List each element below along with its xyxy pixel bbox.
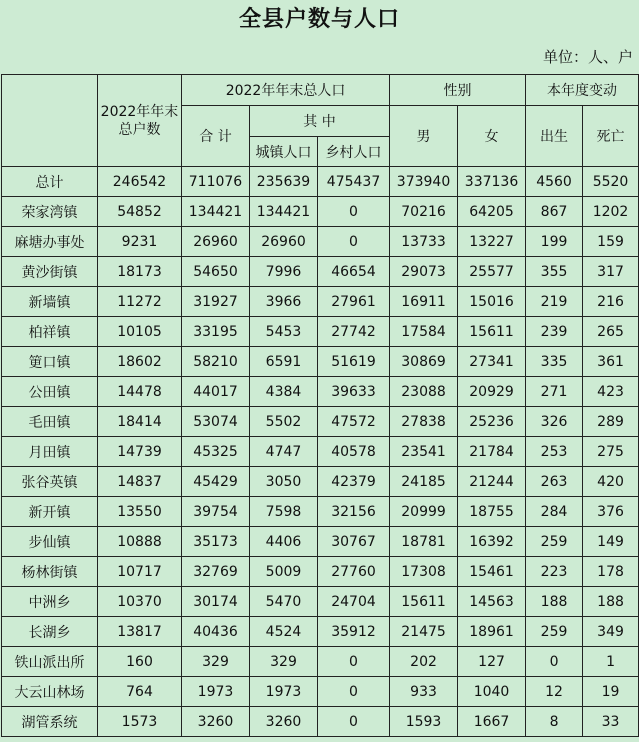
cell-births[interactable]: 271 <box>526 377 583 407</box>
cell-urban[interactable]: 3966 <box>250 287 318 317</box>
cell-rural[interactable]: 51619 <box>318 347 390 377</box>
cell-female[interactable]: 25577 <box>458 257 526 287</box>
cell-female[interactable]: 18961 <box>458 617 526 647</box>
cell-households[interactable]: 54852 <box>98 197 182 227</box>
cell-births[interactable]: 0 <box>526 647 583 677</box>
cell-name[interactable]: 月田镇 <box>2 437 98 467</box>
header-gender: 性别 <box>390 75 526 106</box>
cell-deaths[interactable]: 289 <box>583 407 639 437</box>
cell-rural[interactable]: 0 <box>318 647 390 677</box>
table-row <box>2 347 639 377</box>
cell-name[interactable]: 黄沙街镇 <box>2 257 98 287</box>
cell-births[interactable]: 223 <box>526 557 583 587</box>
page-title: 全县户数与人口 <box>238 7 400 32</box>
cell-name[interactable]: 麻塘办事处 <box>2 227 98 257</box>
cell-deaths[interactable]: 149 <box>583 527 639 557</box>
table-row <box>2 527 639 557</box>
cell-female[interactable]: 21784 <box>458 437 526 467</box>
cell-female[interactable]: 21244 <box>458 467 526 497</box>
cell-male[interactable]: 24185 <box>390 467 458 497</box>
header-corner <box>2 75 98 167</box>
cell-rural[interactable]: 0 <box>318 707 390 737</box>
cell-households[interactable]: 18602 <box>98 347 182 377</box>
cell-female[interactable]: 15461 <box>458 557 526 587</box>
cell-urban[interactable]: 4406 <box>250 527 318 557</box>
table-row <box>2 287 639 317</box>
table-row <box>2 437 639 467</box>
cell-deaths[interactable]: 5520 <box>583 167 639 197</box>
cell-deaths[interactable]: 188 <box>583 587 639 617</box>
cell-rural[interactable]: 27760 <box>318 557 390 587</box>
header-population: 2022年年末总人口 <box>182 75 390 106</box>
cell-urban[interactable]: 5502 <box>250 407 318 437</box>
cell-male[interactable]: 29073 <box>390 257 458 287</box>
cell-households[interactable]: 14837 <box>98 467 182 497</box>
cell-male[interactable]: 18781 <box>390 527 458 557</box>
cell-deaths[interactable]: 376 <box>583 497 639 527</box>
cell-urban[interactable]: 5453 <box>250 317 318 347</box>
cell-male[interactable]: 933 <box>390 677 458 707</box>
cell-births[interactable]: 284 <box>526 497 583 527</box>
cell-rural[interactable]: 24704 <box>318 587 390 617</box>
cell-male[interactable]: 202 <box>390 647 458 677</box>
cell-female[interactable]: 337136 <box>458 167 526 197</box>
cell-total[interactable]: 58210 <box>182 347 250 377</box>
cell-households[interactable]: 13817 <box>98 617 182 647</box>
cell-rural[interactable]: 32156 <box>318 497 390 527</box>
cell-deaths[interactable]: 317 <box>583 257 639 287</box>
cell-total[interactable]: 32769 <box>182 557 250 587</box>
cell-male[interactable]: 70216 <box>390 197 458 227</box>
cell-urban[interactable]: 329 <box>250 647 318 677</box>
cell-households[interactable]: 9231 <box>98 227 182 257</box>
cell-female[interactable]: 15016 <box>458 287 526 317</box>
cell-deaths[interactable]: 423 <box>583 377 639 407</box>
cell-name[interactable]: 中洲乡 <box>2 587 98 617</box>
table-row <box>2 707 639 737</box>
cell-rural[interactable]: 475437 <box>318 167 390 197</box>
cell-total[interactable]: 3260 <box>182 707 250 737</box>
cell-total[interactable]: 54650 <box>182 257 250 287</box>
table-row <box>2 497 639 527</box>
table-row <box>2 197 639 227</box>
cell-name[interactable]: 总计 <box>2 167 98 197</box>
cell-male[interactable]: 17308 <box>390 557 458 587</box>
cell-households[interactable]: 10370 <box>98 587 182 617</box>
cell-households[interactable]: 764 <box>98 677 182 707</box>
cell-households[interactable]: 246542 <box>98 167 182 197</box>
cell-female[interactable]: 1667 <box>458 707 526 737</box>
cell-male[interactable]: 373940 <box>390 167 458 197</box>
table-row <box>2 257 639 287</box>
cell-urban[interactable]: 1973 <box>250 677 318 707</box>
cell-female[interactable]: 127 <box>458 647 526 677</box>
cell-births[interactable]: 8 <box>526 707 583 737</box>
cell-households[interactable]: 10888 <box>98 527 182 557</box>
cell-urban[interactable]: 7598 <box>250 497 318 527</box>
cell-deaths[interactable]: 159 <box>583 227 639 257</box>
cell-births[interactable]: 253 <box>526 437 583 467</box>
cell-name[interactable]: 长湖乡 <box>2 617 98 647</box>
cell-name[interactable]: 毛田镇 <box>2 407 98 437</box>
cell-male[interactable]: 13733 <box>390 227 458 257</box>
cell-male[interactable]: 1593 <box>390 707 458 737</box>
cell-rural[interactable]: 30767 <box>318 527 390 557</box>
cell-urban[interactable]: 3050 <box>250 467 318 497</box>
cell-households[interactable]: 1573 <box>98 707 182 737</box>
cell-rural[interactable]: 0 <box>318 227 390 257</box>
header-change: 本年度变动 <box>526 75 639 106</box>
cell-households[interactable]: 14739 <box>98 437 182 467</box>
cell-total[interactable]: 44017 <box>182 377 250 407</box>
cell-births[interactable]: 199 <box>526 227 583 257</box>
cell-male[interactable]: 20999 <box>390 497 458 527</box>
cell-total[interactable]: 1973 <box>182 677 250 707</box>
cell-births[interactable]: 326 <box>526 407 583 437</box>
cell-deaths[interactable]: 33 <box>583 707 639 737</box>
cell-male[interactable]: 27838 <box>390 407 458 437</box>
cell-deaths[interactable]: 216 <box>583 287 639 317</box>
cell-female[interactable]: 15611 <box>458 317 526 347</box>
cell-rural[interactable]: 27742 <box>318 317 390 347</box>
cell-female[interactable]: 14563 <box>458 587 526 617</box>
table-row <box>2 587 639 617</box>
cell-female[interactable]: 18755 <box>458 497 526 527</box>
cell-total[interactable]: 45429 <box>182 467 250 497</box>
header-urban: 城镇人口 <box>250 137 318 167</box>
header-rural: 乡村人口 <box>318 137 390 167</box>
table-row <box>2 377 639 407</box>
cell-name[interactable]: 步仙镇 <box>2 527 98 557</box>
cell-name[interactable]: 荣家湾镇 <box>2 197 98 227</box>
cell-rural[interactable]: 0 <box>318 197 390 227</box>
cell-births[interactable]: 867 <box>526 197 583 227</box>
cell-births[interactable]: 259 <box>526 527 583 557</box>
cell-male[interactable]: 15611 <box>390 587 458 617</box>
cell-births[interactable]: 335 <box>526 347 583 377</box>
header-total: 合 计 <box>182 106 250 167</box>
cell-urban[interactable]: 134421 <box>250 197 318 227</box>
cell-male[interactable]: 30869 <box>390 347 458 377</box>
cell-births[interactable]: 259 <box>526 617 583 647</box>
cell-rural[interactable]: 0 <box>318 677 390 707</box>
table-row <box>2 557 639 587</box>
cell-rural[interactable]: 42379 <box>318 467 390 497</box>
cell-name[interactable]: 张谷英镇 <box>2 467 98 497</box>
cell-deaths[interactable]: 361 <box>583 347 639 377</box>
cell-name[interactable]: 柏祥镇 <box>2 317 98 347</box>
table-row <box>2 167 639 197</box>
cell-households[interactable]: 11272 <box>98 287 182 317</box>
cell-deaths[interactable]: 19 <box>583 677 639 707</box>
cell-male[interactable]: 23088 <box>390 377 458 407</box>
cell-births[interactable]: 239 <box>526 317 583 347</box>
cell-total[interactable]: 31927 <box>182 287 250 317</box>
header-households: 2022年年末总户数 <box>98 75 182 167</box>
cell-urban[interactable]: 6591 <box>250 347 318 377</box>
cell-female[interactable]: 27341 <box>458 347 526 377</box>
table-row <box>2 317 639 347</box>
cell-total[interactable]: 30174 <box>182 587 250 617</box>
cell-female[interactable]: 16392 <box>458 527 526 557</box>
cell-rural[interactable]: 27961 <box>318 287 390 317</box>
table-row <box>2 677 639 707</box>
table-row <box>2 647 639 677</box>
cell-births[interactable]: 355 <box>526 257 583 287</box>
cell-births[interactable]: 12 <box>526 677 583 707</box>
header-deaths: 死亡 <box>583 106 639 167</box>
cell-name[interactable]: 新墙镇 <box>2 287 98 317</box>
cell-deaths[interactable]: 178 <box>583 557 639 587</box>
cell-urban[interactable]: 235639 <box>250 167 318 197</box>
cell-rural[interactable]: 46654 <box>318 257 390 287</box>
population-table <box>1 74 639 737</box>
cell-deaths[interactable]: 349 <box>583 617 639 647</box>
table-row <box>2 227 639 257</box>
cell-male[interactable]: 21475 <box>390 617 458 647</box>
cell-households[interactable]: 14478 <box>98 377 182 407</box>
cell-name[interactable]: 湖管系统 <box>2 707 98 737</box>
cell-total[interactable]: 711076 <box>182 167 250 197</box>
cell-rural[interactable]: 35912 <box>318 617 390 647</box>
cell-name[interactable]: 铁山派出所 <box>2 647 98 677</box>
cell-births[interactable]: 188 <box>526 587 583 617</box>
cell-male[interactable]: 17584 <box>390 317 458 347</box>
header-male: 男 <box>390 106 458 167</box>
cell-male[interactable]: 16911 <box>390 287 458 317</box>
cell-total[interactable]: 53074 <box>182 407 250 437</box>
cell-name[interactable]: 公田镇 <box>2 377 98 407</box>
cell-total[interactable]: 35173 <box>182 527 250 557</box>
cell-urban[interactable]: 5470 <box>250 587 318 617</box>
cell-name[interactable]: 大云山林场 <box>2 677 98 707</box>
cell-births[interactable]: 4560 <box>526 167 583 197</box>
table-body <box>2 167 639 737</box>
cell-urban[interactable]: 7996 <box>250 257 318 287</box>
cell-urban[interactable]: 4524 <box>250 617 318 647</box>
header-births: 出生 <box>526 106 583 167</box>
cell-urban[interactable]: 4384 <box>250 377 318 407</box>
cell-births[interactable]: 219 <box>526 287 583 317</box>
cell-urban[interactable]: 5009 <box>250 557 318 587</box>
cell-male[interactable]: 23541 <box>390 437 458 467</box>
cell-deaths[interactable]: 275 <box>583 437 639 467</box>
cell-households[interactable]: 10105 <box>98 317 182 347</box>
cell-female[interactable]: 20929 <box>458 377 526 407</box>
cell-households[interactable]: 13550 <box>98 497 182 527</box>
cell-name[interactable]: 筻口镇 <box>2 347 98 377</box>
cell-female[interactable]: 1040 <box>458 677 526 707</box>
table-row <box>2 407 639 437</box>
cell-deaths[interactable]: 265 <box>583 317 639 347</box>
cell-births[interactable]: 263 <box>526 467 583 497</box>
cell-total[interactable]: 329 <box>182 647 250 677</box>
cell-female[interactable]: 25236 <box>458 407 526 437</box>
cell-rural[interactable]: 40578 <box>318 437 390 467</box>
cell-female[interactable]: 64205 <box>458 197 526 227</box>
cell-total[interactable]: 134421 <box>182 197 250 227</box>
cell-name[interactable]: 新开镇 <box>2 497 98 527</box>
cell-total[interactable]: 33195 <box>182 317 250 347</box>
cell-deaths[interactable]: 1 <box>583 647 639 677</box>
cell-households[interactable]: 160 <box>98 647 182 677</box>
table-row <box>2 467 639 497</box>
cell-name[interactable]: 杨林街镇 <box>2 557 98 587</box>
cell-total[interactable]: 39754 <box>182 497 250 527</box>
header-female: 女 <box>458 106 526 167</box>
cell-total[interactable]: 45325 <box>182 437 250 467</box>
cell-deaths[interactable]: 420 <box>583 467 639 497</box>
cell-urban[interactable]: 26960 <box>250 227 318 257</box>
cell-rural[interactable]: 47572 <box>318 407 390 437</box>
cell-households[interactable]: 10717 <box>98 557 182 587</box>
cell-total[interactable]: 26960 <box>182 227 250 257</box>
cell-deaths[interactable]: 1202 <box>583 197 639 227</box>
cell-households[interactable]: 18414 <box>98 407 182 437</box>
cell-urban[interactable]: 4747 <box>250 437 318 467</box>
cell-female[interactable]: 13227 <box>458 227 526 257</box>
cell-households[interactable]: 18173 <box>98 257 182 287</box>
cell-rural[interactable]: 39633 <box>318 377 390 407</box>
cell-total[interactable]: 40436 <box>182 617 250 647</box>
unit-label: 单位：人、户 <box>542 48 633 66</box>
header-of-which: 其 中 <box>250 106 390 137</box>
cell-urban[interactable]: 3260 <box>250 707 318 737</box>
table-row <box>2 617 639 647</box>
